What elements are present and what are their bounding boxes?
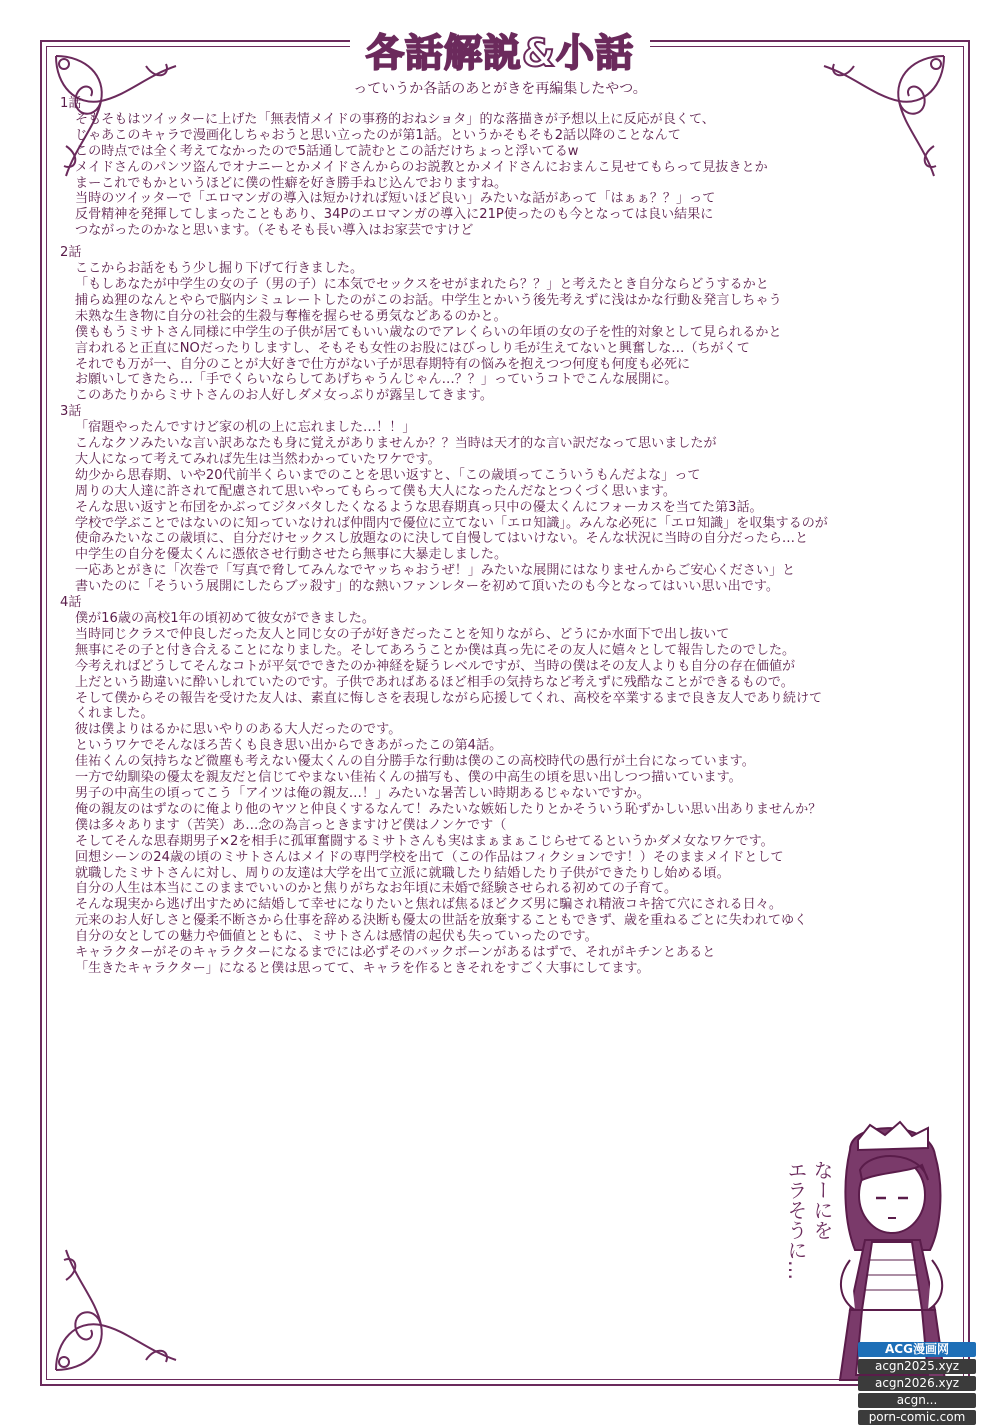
text-line: 書いたのに「そういう展開にしたらブッ殺す」的な熱いファンレターを初めて頂いたのも今となってはいい思い出です。: [75, 579, 779, 595]
watermark-url: porn-comic.com: [858, 1410, 976, 1425]
text-line: 大人になって考えてみれば先生は当然わかっていたワケです。: [75, 451, 441, 467]
commentary-body: [60, 96, 960, 977]
watermark-url: acgn2026.xyz: [858, 1376, 976, 1391]
text-line: 今考えればどうしてそんなコトが平気でできたのか神経を疑うレベルですが、当時の僕はその友人よりも自分の存在価値が: [75, 658, 796, 674]
text-line: ここからお話をもう少し掘り下げて行きました。: [75, 261, 364, 277]
text-line: それでも万が一、自分のことが大好きで仕方がない子が思春期特有の悩みを抱えつつ何度も何度も必死に: [75, 356, 691, 372]
text-line: お願いしてきたら…「手でくらいならしてあげちゃうんじゃん…？？」っていうコトでこんな展開に。: [75, 372, 678, 388]
text-line: 無事にその子と付き合えることになりました。そしてあろうことか僕は真っ先にその友人に嬉々として報告したのでした。: [75, 642, 796, 658]
section-episode-1: [60, 96, 960, 239]
text-line: そもそもはツイッターに上げた「無表情メイドの事務的おねショタ」的な落描きが予想以上に反応が良くて、: [75, 111, 715, 127]
section-text: [75, 420, 960, 595]
text-line: 元来のお人好しさと優柔不断さから仕事を辞める決断も優太の世話を放棄することもできず、歳を重ねるごとに失われてゆく: [75, 913, 808, 929]
speech-line: エラそうに…: [784, 1160, 808, 1280]
text-line: 彼は僕よりはるかに思いやりのある大人だったのです。: [75, 722, 402, 738]
text-line: 中学生の自分を優太くんに憑依させ行動させたら無事に大暴走しました。: [75, 547, 508, 563]
text-line: 言われると正直にNOだったりしますし、そもそも女性のお股にはびっしり毛が生えてないと興奮しな…（ちがくて: [75, 340, 750, 356]
text-line: というワケでそんなほろ苦くも良き思い出からできあがったこの第4話。: [75, 738, 503, 754]
page-title: 各話解説&小話: [365, 31, 635, 75]
text-line: この時点では全く考えてなかったので5話通して読むとこの話だけちょっと浮いてるw: [75, 143, 579, 159]
text-line: 捕らぬ狸のなんとやらで脳内シミュレートしたのがこのお話。中学生とかいう後先考えずに浅はかな行動＆発言しちゃう: [75, 292, 782, 308]
text-line: 学校で学ぶことではないのに知っていなければ仲間内で優位に立てない「エロ知識」。みんな必死に「エロ知識」を収集するのが: [75, 515, 828, 531]
speech-line: なーにを: [810, 1160, 834, 1240]
text-line: くれました。: [75, 706, 154, 722]
text-line: 男子の中高生の頃ってこう「アイツは俺の親友…！」みたいな暑苦しい時期あるじゃないですか。: [75, 785, 650, 801]
section-episode-4: [60, 595, 960, 977]
text-line: 「もしあなたが中学生の女の子（男の子）に本気でセックスをせがまれたら？？」と考えたとき自分ならどうするかと: [75, 276, 769, 292]
text-line: そしてそんな思春期男子×2を相手に孤軍奮闘するミサトさんも実はまぁまぁこじらせてるというかダメ女なワケです。: [75, 833, 774, 849]
section-episode-3: [60, 404, 960, 595]
text-line: 当時のツイッターで「エロマンガの導入は短かければ短いほど良い」みたいな話があって「はぁぁ？？」って: [75, 191, 716, 207]
text-line: 未熟な生き物に自分の社会的生殺与奪権を握らせる勇気などあるのかと。: [75, 308, 507, 324]
character-speech: [775, 1160, 835, 1330]
section-text: [75, 261, 960, 404]
text-line: 一応あとがきに「次巻で「写真で脅してみんなでヤッちゃおうぜ！」みたいな展開にはなりませんからご安心ください」と: [75, 563, 796, 579]
corner-ornament-bottom-left: [46, 1230, 196, 1380]
text-line: そんな思い返すと布団をかぶってジタバタしたくなるような思春期真っ只中の優太くんにフォーカスを当てた第3話。: [75, 499, 763, 515]
watermark-url: acgn...: [858, 1393, 976, 1408]
text-line: 佳祐くんの気持ちなど微塵も考えない優太くんの自分勝手な行動は僕のこの高校時代の愚行が土台になっています。: [75, 754, 755, 770]
text-line: 「宿題やったんですけど家の机の上に忘れました…！！」: [75, 420, 416, 436]
text-line: まーこれでもかというほどに僕の性癖を好き勝手ねじ込んでおりますね。: [75, 175, 508, 191]
section-label: 4話: [60, 595, 82, 611]
text-line: 一方で幼馴染の優太を親友だと信じてやまない佳祐くんの描写も、僕の中高生の頃を思い出しつつ描いています。: [75, 770, 742, 786]
section-label: 2話: [60, 245, 82, 261]
text-line: メイドさんのパンツ盗んでオナニーとかメイドさんからのお説教とかメイドさんにおまんこ見せてもらって見抜きとか: [75, 159, 768, 175]
text-line: キャラクターがそのキャラクターになるまでには必ずそのバックボーンがあるはずで、それがキチンとあると: [75, 945, 716, 961]
text-line: 回想シーンの24歳の頃のミサトさんはメイドの専門学校を出て（この作品はフィクションです！）そのままメイドとして: [75, 849, 784, 865]
watermark-url: acgn2025.xyz: [858, 1359, 976, 1374]
section-label: 3話: [60, 404, 82, 420]
text-line: 自分の人生は本当にこのままでいいのかと焦りがちなお年頃に未婚で経験させられる初めての子育て。: [75, 881, 678, 897]
section-label: 1話: [60, 96, 82, 111]
text-line: このあたりからミサトさんのお人好しダメ女っぷりが露呈してきます。: [75, 388, 493, 404]
text-line: そんな現実から逃げ出すために結婚して幸せになりたいと焦れば焦るほどクズ男に騙され精液コキ捨て穴にされる日々。: [75, 897, 782, 913]
section-episode-2: [60, 245, 960, 404]
text-line: じゃあこのキャラで漫画化しちゃおうと思い立ったのが第1話。というかそもそも2話以降のことなんて: [75, 127, 681, 143]
text-line: そして僕からその報告を受けた友人は、素直に悔しさを表現しながら応援してくれ、高校を卒業するまで良き友人であり続けて: [75, 690, 823, 706]
site-watermark: [858, 1342, 976, 1427]
text-line: 当時同じクラスで仲良しだった友人と同じ女の子が好きだったことを知りながら、どうにか水面下で出し抜いて: [75, 626, 730, 642]
text-line: 僕が16歳の高校1年の頃初めて彼女ができました。: [75, 611, 375, 626]
text-line: 反骨精神を発揮してしまったこともあり、34Pのエロマンガの導入に21P使ったのも今となっては良い結果に: [75, 207, 714, 223]
text-line: 俺の親友のはずなのに俺より他のヤツと仲良くするなんて！みたいな嫉妬したりとかそういう恥ずかしい思い出ありませんか？: [75, 801, 822, 817]
text-line: 就職したミサトさんに対し、周りの友達は大学を出て立派に就職したり結婚したり子供ができたりし始める頃。: [75, 865, 730, 881]
watermark-logo: ACG漫画网: [858, 1342, 976, 1357]
text-line: 上だという勘違いに酔いしれていたのです。子供であればあるほど相手の気持ちなど考えずに残酷なことができるもので。: [75, 674, 794, 690]
text-line: 周りの大人達に許されて配慮されて思いやってもらって僕も大人になったんだなとつくづく思います。: [75, 483, 677, 499]
page-subtitle: っていうか各話のあとがきを再編集したやつ。: [330, 80, 670, 98]
section-text: [75, 611, 960, 977]
text-line: 僕は多々あります（苦笑）あ…念の為言っときますけど僕はノンケです（: [75, 817, 507, 833]
text-line: 僕ももうミサトさん同様に中学生の子供が居てもいい歳なのでアレくらいの年頃の女の子を性的対象として見られるかと: [75, 324, 782, 340]
text-line: 「生きたキャラクター」になると僕は思ってて、キャラを作るときそれをすごく大事にしてます。: [75, 960, 650, 976]
text-line: こんなクソみたいな言い訳あなたも身に覚えがありませんか？？当時は天才的な言い訳だなって思いましたが: [75, 436, 717, 452]
text-line: 使命みたいなこの歳頃に、自分だけセックスし放題なのに決して自慢してはいけない。そんな状況に当時の自分だったら…と: [75, 531, 809, 547]
text-line: つながったのかなと思います。（そもそも長い導入はお家芸ですけど: [75, 223, 474, 239]
section-text: [75, 112, 960, 239]
text-line: 幼少から思春期、いや20代前半くらいまでのことを思い返すと、「この歳頃ってこういうもんだよな」って: [75, 467, 701, 483]
text-line: 自分の女としての魅力や価値とともに、ミサトさんは感情の起伏も失っていったのです。: [75, 929, 598, 945]
